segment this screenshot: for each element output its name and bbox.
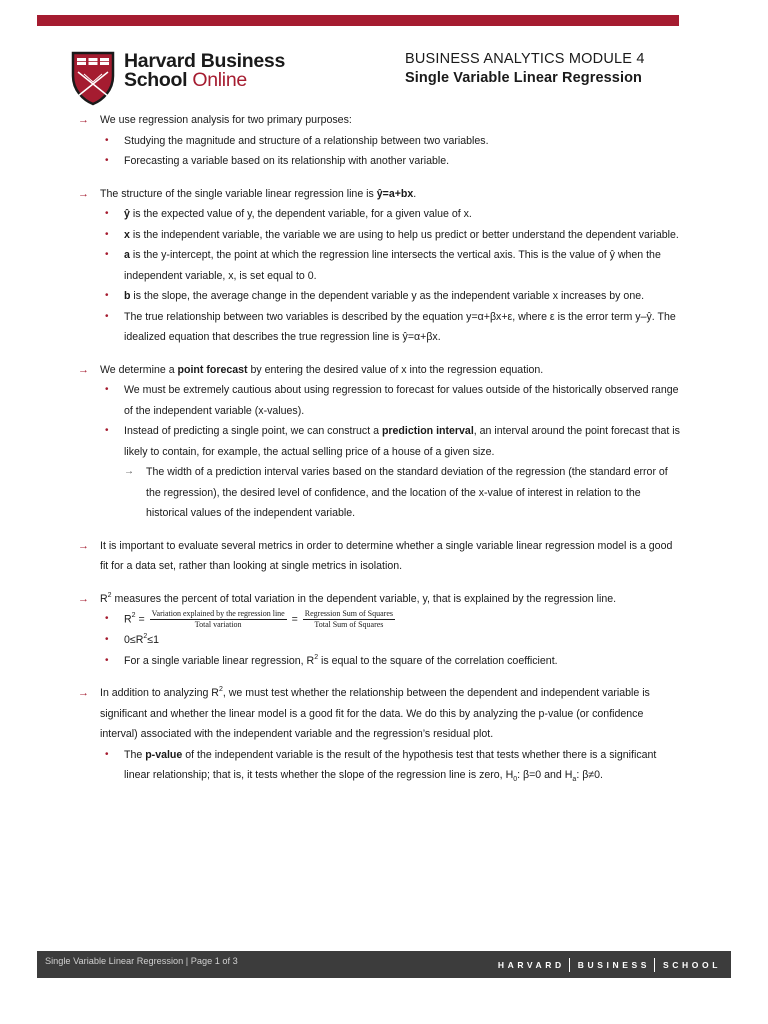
document-body: [0, 110, 768, 791]
list-item: • $0\le R^2\le 1$: [124, 630, 680, 651]
bullet-icon: •: [105, 290, 109, 301]
section-r-squared: → $R^2$ measures the percent of total variation in the dependent variable, y, that is explained by the regression line.: [100, 589, 682, 610]
bullet-icon: •: [105, 134, 109, 146]
r-squared-formula: • $R^2$ = $\frac{\text{Variation explained by the regression line}}{\text{Total variation}}$ = $\frac{\text{Regression Sum of Squares}}{\text{Total Sum of Squares}}$: [105, 609, 394, 629]
list-item: • Studying the magnitude and structure of a relationship between two variables.: [124, 131, 680, 152]
module-title: BUSINESS ANALYTICS MODULE 4: [405, 51, 645, 67]
logo-wordmark-line1: Harvard Business: [124, 50, 286, 72]
list-item: → The width of a prediction interval varies based on the standard deviation of the regression (the standard error of the regression), the desired level of confidence, and the location of the x-value of interest in relation to the historical values of the independent variable.: [146, 462, 680, 524]
footer-page-label: Single Variable Linear Regression | Page 1 of 3: [45, 956, 238, 966]
bullet-icon: •: [105, 748, 109, 760]
bullet-icon: •: [105, 425, 109, 436]
arrow-icon: →: [78, 592, 89, 605]
bullet-icon: •: [105, 613, 109, 624]
bullet-icon: •: [105, 249, 109, 260]
bullet-icon: •: [105, 155, 109, 166]
footer-hbs-wordmark: HARVARD BUSINESS SCHOOL: [497, 960, 721, 970]
bullet-icon: •: [105, 208, 109, 219]
list-item: • Instead of predicting a single point, we can construct a prediction interval, an interval around the point forecast that is likely to contain, for example, the actual selling price of a house of a given size.: [124, 421, 680, 462]
arrow-icon: →: [78, 539, 89, 552]
section-point-forecast: → We determine a point forecast by entering the desired value of x into the regression equation.: [100, 360, 682, 381]
bullet-icon: •: [105, 228, 109, 240]
fraction-variation: $\frac{\text{Variation explained by the regression line}}{\text{Total variation}}$: [151, 609, 285, 629]
list-item: • For a single variable linear regression, $R^2$ is equal to the square of the correlation coefficient.: [124, 651, 680, 672]
arrow-icon: →: [78, 187, 89, 200]
arrow-icon: →: [78, 114, 89, 126]
section-evaluate-metrics: → It is important to evaluate several metrics in order to determine whether a single variable linear regression model is a good fit for a data set, rather than looking at single metrics in isolation.: [100, 536, 682, 577]
list-item: • Forecasting a variable based on its relationship with another variable.: [124, 151, 680, 172]
list-item: • x is the independent variable, the variable we are using to help us predict or better understand the dependent variable.: [124, 225, 680, 246]
harvard-shield-icon: [70, 50, 116, 106]
arrow-icon: →: [78, 363, 89, 376]
list-item: • a is the y-intercept, the point at which the regression line intersects the vertical axis. This is the value of ŷ when the independent variable, x, is set equal to 0.: [124, 245, 680, 286]
arrow-icon: →: [78, 687, 89, 699]
section-regression-purposes: → We use regression analysis for two primary purposes:: [100, 110, 682, 131]
page-footer: [37, 951, 731, 978]
list-item: • The true relationship between two variables is described by the equation y=α+βx+ε, where ε is the error term y–ŷ. The idealized equation that describes the true regression line is ŷ=α+βx.: [124, 307, 680, 348]
sub-arrow-icon: →: [124, 466, 134, 477]
list-item: • b is the slope, the average change in the dependent variable y as the independent variable x increases by one.: [124, 286, 680, 307]
top-accent-bar: [37, 15, 679, 26]
hbs-online-logo: [70, 50, 300, 108]
logo-wordmark-line2: School Online: [124, 69, 247, 91]
section-significance: → In addition to analyzing $R^2$, we must test whether the relationship between the dependent and independent variable is significant and whether the linear model is a good fit for the data. We do this by analyzing the p-value (or confidence interval) associated with the independent variable and the regression’s residual plot.: [100, 683, 682, 745]
bullet-icon: •: [105, 384, 109, 395]
list-item: • ŷ is the expected value of y, the dependent variable, for a given value of x.: [124, 204, 680, 225]
list-item: • The p-value of the independent variable is the result of the hypothesis test that tests whether there is a significant linear relationship; that is, it tests whether the slope of the regression line is zero, $H_0$: β=0 and $H_a$: β≠0.: [124, 745, 680, 791]
section-regression-structure: → The structure of the single variable linear regression line is ŷ=a+bx.: [100, 184, 682, 205]
bullet-icon: •: [105, 310, 109, 322]
list-item: • We must be extremely cautious about using regression to forecast for values outside of the historically observed range of the independent variable (x-values).: [124, 380, 680, 421]
bullet-icon: •: [105, 654, 109, 666]
bullet-icon: •: [105, 634, 109, 645]
module-subtitle: Single Variable Linear Regression: [405, 70, 642, 86]
fraction-sum-of-squares: $\frac{\text{Regression Sum of Squares}}{\text{Total Sum of Squares}}$: [304, 609, 394, 629]
